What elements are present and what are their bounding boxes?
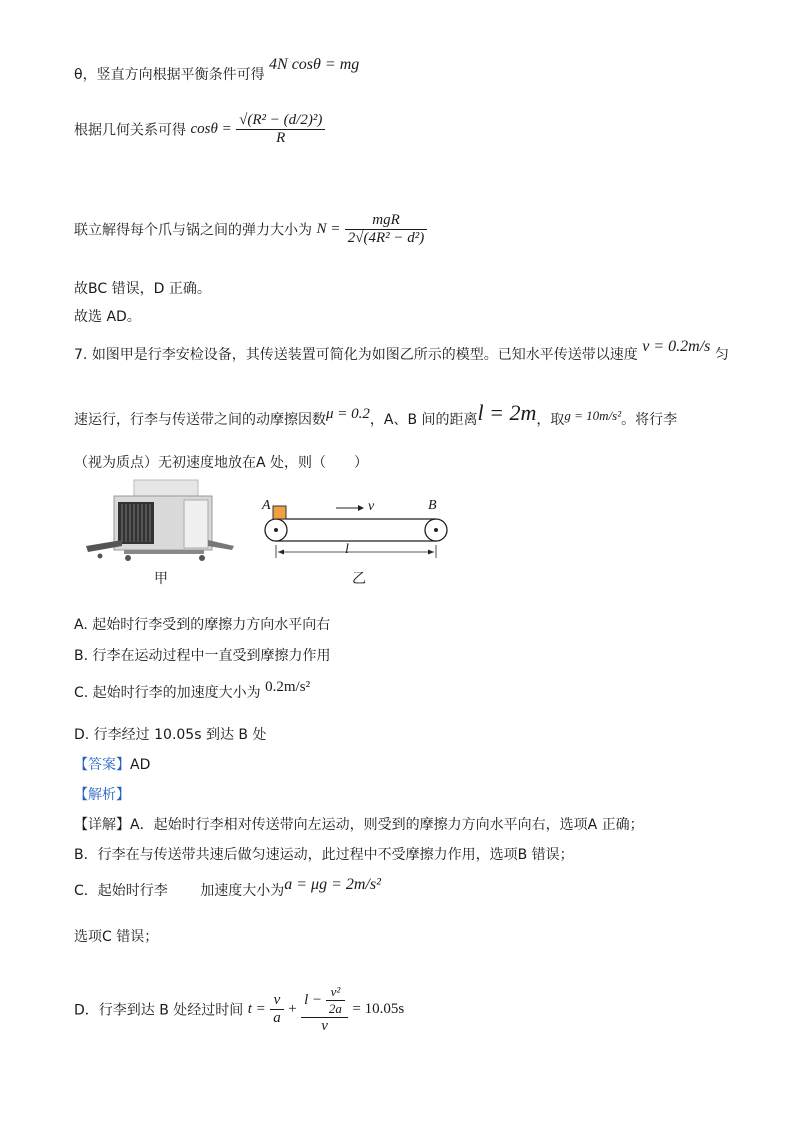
equation-n-numerator: mgR <box>345 212 428 230</box>
option-c <box>74 679 311 702</box>
solution-choice: 故选 AD。 <box>74 309 141 325</box>
equation-cos-numerator: √(R² − (d/2)²) <box>236 112 325 130</box>
solution-line-2-text: 根据几何关系可得 <box>74 122 186 139</box>
detail-c <box>74 876 381 900</box>
distance-value: l = 2m <box>477 400 537 425</box>
equation-cos-fraction <box>236 112 325 147</box>
detail-d-result: = 10.05s <box>352 1001 405 1017</box>
fraction-remaining-time <box>301 984 348 1035</box>
equation-cos-denominator: R <box>276 130 286 146</box>
detail-c-end: 选项C 错误； <box>74 929 159 945</box>
fraction-2a: 2a <box>328 1001 342 1016</box>
fraction-v-over-a <box>270 992 284 1027</box>
analysis-tag: 【解析】 <box>74 787 130 803</box>
answer-line <box>74 754 150 774</box>
detail-a-text: A．起始时行李相对传送带向左运动，则受到的摩擦力方向水平向右，选项A 正确； <box>130 817 644 833</box>
fraction-v2-over-2a <box>326 984 345 1017</box>
detail-c-prefix: C．起始时行李 <box>74 883 168 899</box>
detail-c-mid: 加速度大小为 <box>200 883 285 899</box>
solution-line-3 <box>74 212 427 247</box>
fraction-remaining-time-num <box>301 984 348 1018</box>
option-a: A. 起始时行李受到的摩擦力方向水平向右 <box>74 617 331 633</box>
detail-d: D．行李到达 B 处经过时间 t = $\frac{v}{a}$ + l − $\frac{\text{v²}}{2a}$ v = 10.05s <box>74 984 405 1034</box>
solution-line-1 <box>74 56 360 84</box>
equation-balance: 4N cosθ = mg <box>269 56 360 73</box>
detail-c-equation: a = μg = 2m/s² <box>284 876 381 893</box>
detail-d-t: t = <box>247 1001 266 1017</box>
friction-coefficient: μ = 0.2 <box>326 406 370 422</box>
figure-label-jia: 甲 <box>154 571 168 587</box>
fraction-v-over-a-den: a <box>273 1010 281 1026</box>
solution-line-3-text: 联立解得每个爪与锅之间的弹力大小为 <box>74 222 312 239</box>
gravity-value: g = 10m/s² <box>564 408 622 423</box>
question-text-1-end: 匀 <box>714 347 729 363</box>
equation-n-denominator: 2√(4R² − d²) <box>347 230 425 246</box>
question-number: 7. <box>74 347 88 363</box>
solution-conclusion: 故BC 错误，D 正确。 <box>74 281 211 297</box>
equation-n-fraction <box>345 212 428 247</box>
detail-a <box>74 814 644 834</box>
solution-line-1-text: θ，竖直方向根据平衡条件可得 <box>74 67 265 83</box>
question-text-1: 如图甲是行李安检设备，其传送装置可简化为如图乙所示的模型。已知水平传送带以速度 <box>91 347 638 363</box>
option-d: D. 行李经过 10.05s 到达 B 处 <box>74 727 267 743</box>
detail-d-prefix: D．行李到达 B 处经过时间 <box>74 1002 244 1019</box>
question-line-2 <box>74 400 678 430</box>
fraction-v2: v² <box>326 984 345 1001</box>
velocity-arrow-label: v <box>368 499 375 514</box>
luggage-block <box>273 506 286 519</box>
answer-tag: 【答案】 <box>74 757 130 773</box>
question-text-2b: ，A、B 间的距离 <box>369 412 478 428</box>
detail-tag: 【详解】 <box>74 817 130 833</box>
option-c-value: 0.2m/s² <box>265 679 311 695</box>
point-b-label: B <box>428 498 437 513</box>
length-label: l <box>345 542 349 557</box>
fraction-remaining-time-den: v <box>321 1018 328 1034</box>
point-a-label: A <box>262 498 271 513</box>
question-line-1 <box>74 338 729 364</box>
question-text-2c: ，取 <box>536 412 565 428</box>
figure-label-yi: 乙 <box>352 571 366 587</box>
fraction-remaining-l: l − <box>304 992 323 1008</box>
security-scanner-figure <box>84 474 240 568</box>
question-text-2a: 速运行，行李与传送带之间的动摩擦因数 <box>74 412 326 428</box>
question-text-2d: 。将行李 <box>621 412 678 428</box>
question-line-3: （视为质点）无初速度地放在A 处，则（ ） <box>74 455 369 471</box>
answer-value: AD <box>130 757 151 773</box>
option-b: B. 行李在运动过程中一直受到摩擦力作用 <box>74 648 331 664</box>
fraction-v-over-a-num: v <box>270 992 284 1010</box>
equation-n-lhs: N = <box>316 221 341 237</box>
option-c-text: C. 起始时行李的加速度大小为 <box>74 685 261 701</box>
detail-b: B．行李在与传送带共速后做匀速运动，此过程中不受摩擦力作用，选项B 错误； <box>74 847 574 863</box>
equation-cos-lhs: cosθ = <box>190 121 232 137</box>
solution-line-2 <box>74 112 325 147</box>
speed-value: v = 0.2m/s <box>642 338 711 355</box>
